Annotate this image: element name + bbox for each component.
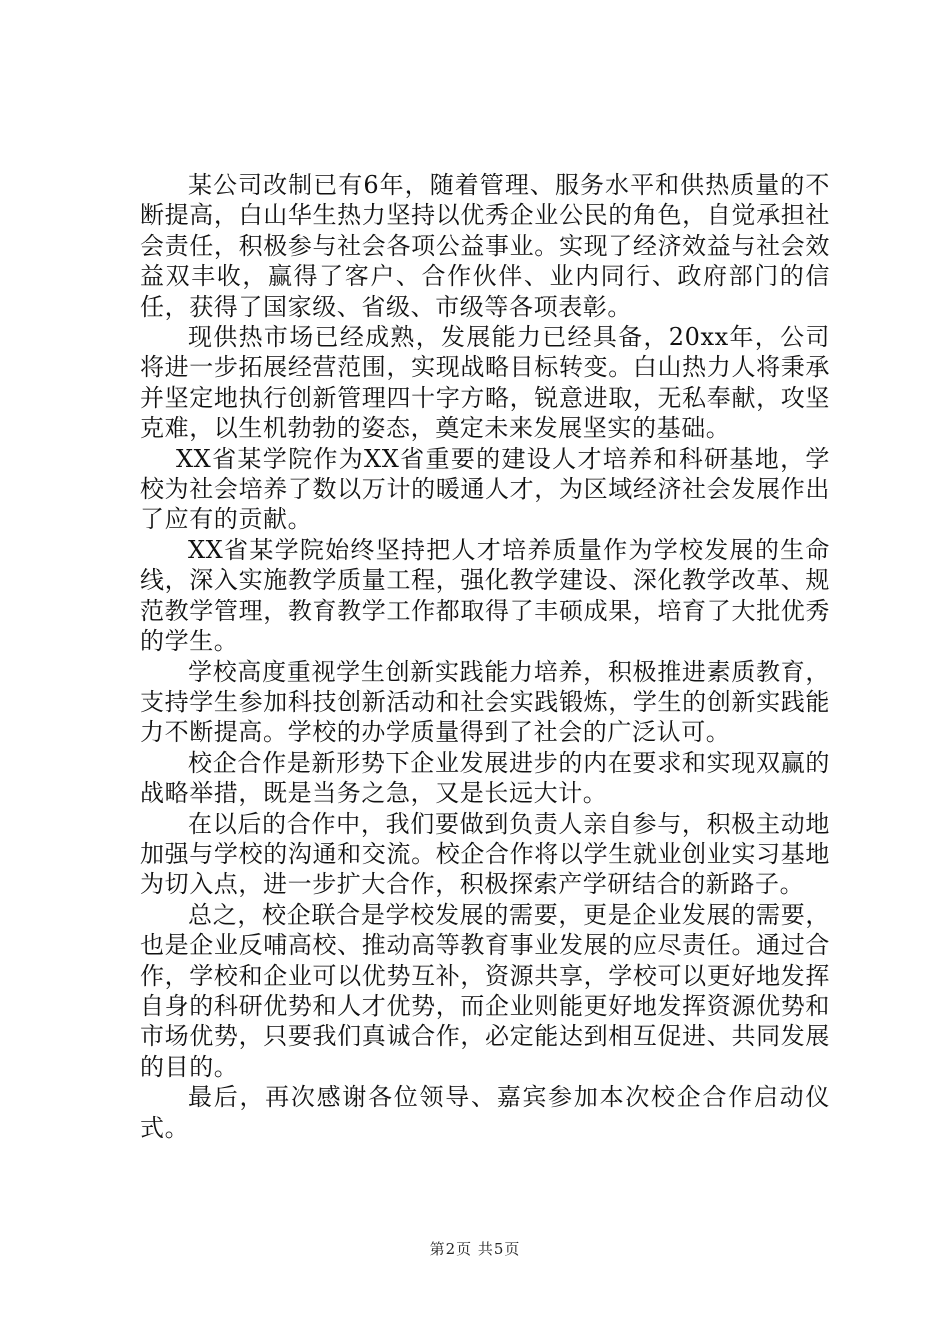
paragraph-9: 最后，再次感谢各位领导、嘉宾参加本次校企合作启动仪式。: [140, 1083, 830, 1142]
page-number-footer: 第2页 共5页: [429, 1240, 521, 1258]
document-body: [140, 170, 830, 1143]
paragraph-2: 现供热市场已经成熟，发展能力已经具备，20xx年，公司将进一步拓展经营范围，实现战略目标转变。白山热力人将秉承并坚定地执行创新管理四十字方略，锐意进取，无私奉献，攻坚克难，以生机勃勃的姿态，奠定未来发展坚实的基础。: [140, 323, 830, 443]
paragraph-3: XX省某学院作为XX省重要的建设人才培养和科研基地，学校为社会培养了数以万计的暖通人才，为区域经济社会发展作出了应有的贡献。: [140, 444, 830, 534]
paragraph-4: XX省某学院始终坚持把人才培养质量作为学校发展的生命线，深入实施教学质量工程，强化教学建设、深化教学改革、规范教学管理，教育教学工作都取得了丰硕成果，培育了大批优秀的学生。: [140, 535, 830, 656]
paragraph-5: 学校高度重视学生创新实践能力培养，积极推进素质教育，支持学生参加科技创新活动和社会实践锻炼，学生的创新实践能力不断提高。学校的办学质量得到了社会的广泛认可。: [140, 657, 830, 747]
paragraph-1: 某公司改制已有6年，随着管理、服务水平和供热质量的不断提高，白山华生热力坚持以优秀企业公民的角色，自觉承担社会责任，积极参与社会各项公益事业。实现了经济效益与社会效益双丰收，赢得了客户、合作伙伴、业内同行、政府部门的信任，获得了国家级、省级、市级等各项表彰。: [140, 171, 830, 321]
paragraph-8: 总之，校企联合是学校发展的需要，更是企业发展的需要，也是企业反哺高校、推动高等教育事业发展的应尽责任。通过合作，学校和企业可以优势互补，资源共享，学校可以更好地发挥自身的科研优势和人才优势，而企业则能更好地发挥资源优势和市场优势，只要我们真诚合作，必定能达到相互促进、共同发展的目的。: [140, 900, 830, 1081]
paragraph-6: 校企合作是新形势下企业发展进步的内在要求和实现双赢的战略举措，既是当务之急，又是长远大计。: [140, 748, 830, 808]
paragraph-7: 在以后的合作中，我们要做到负责人亲自参与，积极主动地加强与学校的沟通和交流。校企合作将以学生就业创业实习基地为切入点，进一步扩大合作，积极探索产学研结合的新路子。: [140, 809, 830, 899]
